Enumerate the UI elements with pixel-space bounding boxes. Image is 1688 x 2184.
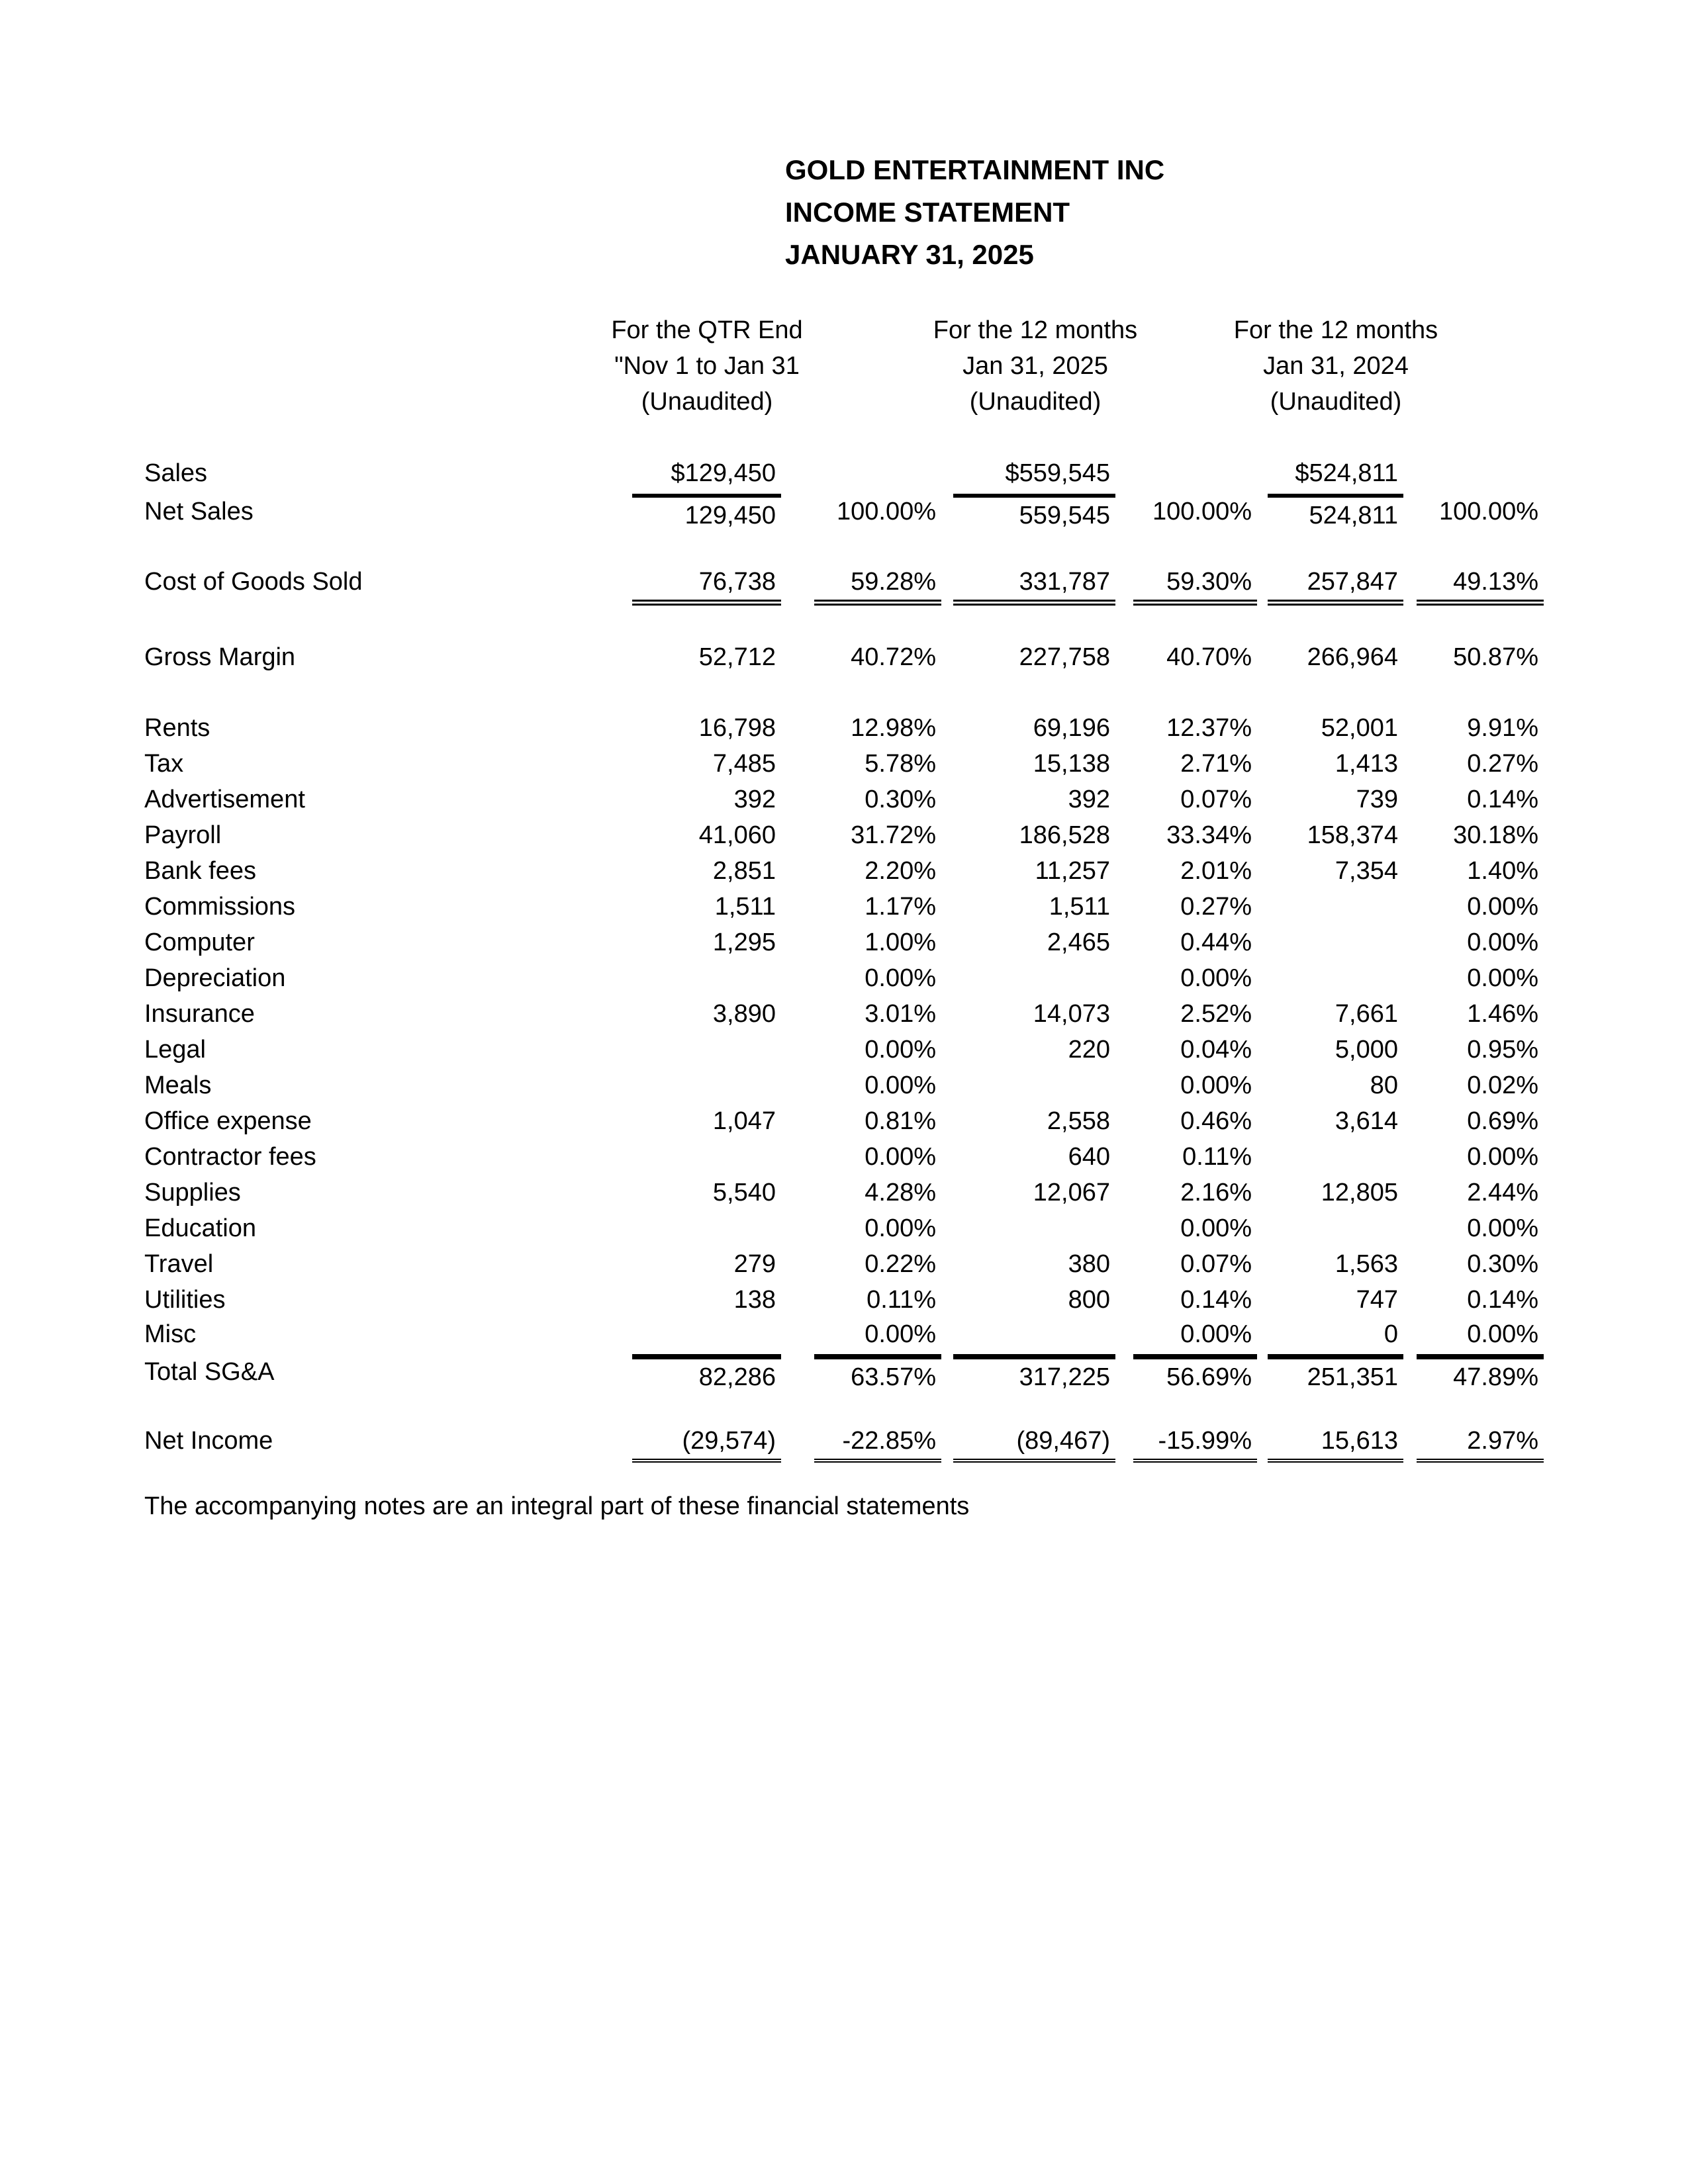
row-label: Utilities bbox=[144, 1286, 226, 1314]
cell-2025-percent: 0.44% bbox=[1180, 929, 1252, 956]
cell-qtr-percent: -22.85% bbox=[814, 1423, 941, 1463]
column-header-qtr bbox=[588, 312, 826, 420]
cell-2024-amount: 7,354 bbox=[1335, 857, 1398, 885]
cell-2025-amount: $559,545 bbox=[1005, 459, 1110, 487]
row-label: Payroll bbox=[144, 821, 222, 849]
cell-2025-percent: 12.37% bbox=[1166, 714, 1252, 742]
cell-2024-percent: 49.13% bbox=[1417, 564, 1544, 606]
cell-2025-percent: 0.07% bbox=[1180, 1250, 1252, 1278]
cell-qtr-percent: 0.00% bbox=[865, 1320, 936, 1348]
statement-title: INCOME STATEMENT bbox=[785, 197, 1070, 228]
cell-2025-amount: (89,467) bbox=[953, 1423, 1115, 1463]
cell-2025-amount: 186,528 bbox=[1019, 821, 1110, 849]
cell-2025-percent: 0.00% bbox=[1180, 1320, 1252, 1348]
cell-2025-percent: 33.34% bbox=[1166, 821, 1252, 849]
row-sales bbox=[0, 455, 1688, 491]
cell-qtr-amount: 138 bbox=[733, 1286, 776, 1314]
cell-2024-percent: 2.44% bbox=[1467, 1179, 1538, 1206]
cell-2024-percent: 0.14% bbox=[1467, 1286, 1538, 1314]
cell-2025-amount: 220 bbox=[1068, 1036, 1110, 1064]
row-bank-fees bbox=[0, 853, 1688, 889]
cell-qtr-percent: 40.72% bbox=[851, 643, 936, 671]
cell-qtr-percent: 0.00% bbox=[865, 1036, 936, 1064]
cell-2024-amount: 158,374 bbox=[1307, 821, 1398, 849]
cell-qtr-amount: 2,851 bbox=[712, 857, 776, 885]
row-depreciation bbox=[0, 960, 1688, 996]
row-meals bbox=[0, 1068, 1688, 1103]
row-label: Sales bbox=[144, 459, 208, 487]
cell-2024-percent: 0.00% bbox=[1467, 1214, 1538, 1242]
row-advertisement bbox=[0, 782, 1688, 817]
cell-2024-percent: 0.30% bbox=[1467, 1250, 1538, 1278]
column-header-qtr-line3: (Unaudited) bbox=[641, 388, 773, 416]
cell-2024-percent: 1.46% bbox=[1467, 1000, 1538, 1028]
cell-2025-percent: 0.07% bbox=[1180, 786, 1252, 813]
cell-qtr-percent: 0.81% bbox=[865, 1107, 936, 1135]
cell-2025-amount: 2,558 bbox=[1047, 1107, 1110, 1135]
row-net-income bbox=[0, 1423, 1688, 1459]
cell-2024-amount: 739 bbox=[1356, 786, 1398, 813]
cell-2025-amount: 15,138 bbox=[1033, 750, 1110, 778]
cell-2024-amount: 7,661 bbox=[1335, 1000, 1398, 1028]
statement-date: JANUARY 31, 2025 bbox=[785, 239, 1034, 270]
cell-qtr-amount: 76,738 bbox=[632, 564, 781, 606]
row-legal bbox=[0, 1032, 1688, 1068]
row-tax bbox=[0, 746, 1688, 782]
column-header-2024-line1: For the 12 months bbox=[1233, 316, 1438, 344]
cell-qtr-percent: 100.00% bbox=[836, 498, 936, 525]
cell-2025-amount: 1,511 bbox=[1049, 893, 1110, 921]
cell-qtr-amount: 129,450 bbox=[632, 494, 781, 533]
cell-qtr-percent: 0.00% bbox=[865, 1071, 936, 1099]
row-label: Contractor fees bbox=[144, 1143, 316, 1171]
row-label: Advertisement bbox=[144, 786, 305, 813]
cell-2024-percent: 0.27% bbox=[1467, 750, 1538, 778]
cell-qtr-percent: 3.01% bbox=[865, 1000, 936, 1028]
row-cost-of-goods-sold bbox=[0, 564, 1688, 600]
cell-2025-percent: 0.11% bbox=[1182, 1143, 1252, 1171]
column-header-2024-line2: Jan 31, 2024 bbox=[1263, 352, 1409, 380]
cell-2024-percent: 50.87% bbox=[1453, 643, 1538, 671]
cell-qtr-percent: 0.00% bbox=[865, 1214, 936, 1242]
row-travel bbox=[0, 1246, 1688, 1282]
cell-2025-percent: 0.00% bbox=[1180, 1071, 1252, 1099]
cell-2024-amount: 12,805 bbox=[1321, 1179, 1398, 1206]
cell-2024-percent: 0.02% bbox=[1467, 1071, 1538, 1099]
row-supplies bbox=[0, 1175, 1688, 1210]
column-header-2025 bbox=[916, 312, 1154, 420]
cell-qtr-amount: (29,574) bbox=[632, 1423, 781, 1463]
cell-2025-percent: 2.16% bbox=[1180, 1179, 1252, 1206]
cell-qtr-percent: 0.22% bbox=[865, 1250, 936, 1278]
cell-2025-percent: 56.69% bbox=[1133, 1354, 1257, 1395]
cell-2025-amount: 227,758 bbox=[1019, 643, 1110, 671]
cell-2024-percent: 0.00% bbox=[1467, 1143, 1538, 1171]
row-label: Education bbox=[144, 1214, 257, 1242]
company-name: GOLD ENTERTAINMENT INC bbox=[785, 154, 1165, 185]
cell-qtr-amount: 16,798 bbox=[698, 714, 776, 742]
cell-2025-percent: 0.04% bbox=[1180, 1036, 1252, 1064]
cell-2024-amount: 15,613 bbox=[1268, 1423, 1403, 1463]
column-header-2025-line2: Jan 31, 2025 bbox=[962, 352, 1108, 380]
column-header-2024 bbox=[1217, 312, 1455, 420]
cell-qtr-amount: 392 bbox=[733, 786, 776, 813]
cell-2024-percent: 2.97% bbox=[1417, 1423, 1544, 1463]
column-header-2024-line3: (Unaudited) bbox=[1270, 388, 1402, 416]
row-commissions bbox=[0, 889, 1688, 925]
cell-2025-amount: 69,196 bbox=[1033, 714, 1110, 742]
cell-2024-amount: 52,001 bbox=[1321, 714, 1398, 742]
cell-2025-percent: 2.71% bbox=[1180, 750, 1252, 778]
row-label: Misc bbox=[144, 1320, 197, 1348]
cell-2025-amount: 11,257 bbox=[1035, 857, 1110, 885]
cell-2025-percent: 100.00% bbox=[1152, 498, 1252, 525]
cell-qtr-percent: 1.17% bbox=[865, 893, 936, 921]
footnote: The accompanying notes are an integral part of these financial statements bbox=[144, 1492, 970, 1520]
cell-2025-percent: 0.46% bbox=[1180, 1107, 1252, 1135]
cell-qtr-percent: 1.00% bbox=[865, 929, 936, 956]
row-net-sales bbox=[0, 494, 1688, 529]
cell-2024-percent: 0.95% bbox=[1467, 1036, 1538, 1064]
column-header-qtr-line1: For the QTR End bbox=[611, 316, 803, 344]
row-total-sga bbox=[0, 1354, 1688, 1390]
cell-qtr-percent: 0.11% bbox=[867, 1286, 936, 1314]
row-label: Bank fees bbox=[144, 857, 256, 885]
row-label: Tax bbox=[144, 750, 184, 778]
cell-qtr-amount: 41,060 bbox=[698, 821, 776, 849]
cell-2024-amount: 747 bbox=[1356, 1286, 1398, 1314]
cell-qtr-percent: 0.00% bbox=[865, 964, 936, 992]
cell-qtr-amount: 5,540 bbox=[712, 1179, 776, 1206]
row-label: Net Sales bbox=[144, 498, 254, 525]
cell-qtr-percent: 4.28% bbox=[865, 1179, 936, 1206]
cell-2025-percent: 40.70% bbox=[1166, 643, 1252, 671]
cell-qtr-amount: 1,047 bbox=[712, 1107, 776, 1135]
cell-2024-amount: 266,964 bbox=[1307, 643, 1398, 671]
cell-2025-percent: 2.01% bbox=[1180, 857, 1252, 885]
cell-2025-amount: 2,465 bbox=[1047, 929, 1110, 956]
cell-2024-percent: 0.14% bbox=[1467, 786, 1538, 813]
cell-2025-amount: 14,073 bbox=[1033, 1000, 1110, 1028]
cell-2025-percent: 0.14% bbox=[1180, 1286, 1252, 1314]
cell-qtr-percent: 12.98% bbox=[851, 714, 936, 742]
cell-2025-percent: 59.30% bbox=[1133, 564, 1257, 606]
cell-2024-amount: 1,413 bbox=[1335, 750, 1398, 778]
row-label: Commissions bbox=[144, 893, 296, 921]
cell-2024-amount: 3,614 bbox=[1335, 1107, 1398, 1135]
cell-2025-amount: 317,225 bbox=[953, 1354, 1115, 1395]
row-label: Gross Margin bbox=[144, 643, 296, 671]
cell-qtr-percent: 59.28% bbox=[814, 564, 941, 606]
cell-2025-percent: 0.27% bbox=[1180, 893, 1252, 921]
cell-qtr-amount: 52,712 bbox=[698, 643, 776, 671]
row-computer bbox=[0, 925, 1688, 960]
row-label: Net Income bbox=[144, 1427, 273, 1455]
cell-2024-amount: 257,847 bbox=[1268, 564, 1403, 606]
column-header-qtr-line2: "Nov 1 to Jan 31 bbox=[614, 352, 800, 380]
cell-2024-percent: 0.00% bbox=[1467, 929, 1538, 956]
cell-2024-percent: 30.18% bbox=[1453, 821, 1538, 849]
row-label: Total SG&A bbox=[144, 1358, 275, 1386]
cell-2024-percent: 0.69% bbox=[1467, 1107, 1538, 1135]
cell-2024-amount: $524,811 bbox=[1295, 459, 1398, 487]
cell-qtr-percent: 2.20% bbox=[865, 857, 936, 885]
cell-2025-amount: 12,067 bbox=[1033, 1179, 1110, 1206]
cell-2024-percent: 0.00% bbox=[1467, 893, 1538, 921]
cell-2025-amount: 331,787 bbox=[953, 564, 1115, 606]
row-contractor-fees bbox=[0, 1139, 1688, 1175]
cell-2024-percent: 0.00% bbox=[1467, 964, 1538, 992]
row-label: Supplies bbox=[144, 1179, 241, 1206]
cell-2024-percent: 47.89% bbox=[1417, 1354, 1544, 1395]
cell-2024-percent: 0.00% bbox=[1467, 1320, 1538, 1348]
cell-2024-amount: 1,563 bbox=[1335, 1250, 1398, 1278]
row-label: Rents bbox=[144, 714, 211, 742]
cell-2025-percent: -15.99% bbox=[1133, 1423, 1257, 1463]
row-label: Meals bbox=[144, 1071, 212, 1099]
cell-2025-percent: 0.00% bbox=[1180, 1214, 1252, 1242]
cell-2025-amount: 640 bbox=[1068, 1143, 1110, 1171]
cell-qtr-amount: 1,295 bbox=[712, 929, 776, 956]
row-payroll bbox=[0, 817, 1688, 853]
row-insurance bbox=[0, 996, 1688, 1032]
row-office-expense bbox=[0, 1103, 1688, 1139]
cell-2024-percent: 9.91% bbox=[1467, 714, 1538, 742]
cell-qtr-percent: 63.57% bbox=[814, 1354, 941, 1395]
cell-2025-percent: 0.00% bbox=[1180, 964, 1252, 992]
cell-qtr-amount: 7,485 bbox=[712, 750, 776, 778]
cell-2024-amount: 80 bbox=[1370, 1071, 1398, 1099]
row-utilities bbox=[0, 1282, 1688, 1318]
cell-qtr-amount: 82,286 bbox=[632, 1354, 781, 1395]
cell-2024-amount: 0 bbox=[1383, 1320, 1398, 1348]
row-rents bbox=[0, 710, 1688, 746]
cell-2024-amount: 5,000 bbox=[1335, 1036, 1398, 1064]
cell-2025-percent: 2.52% bbox=[1180, 1000, 1252, 1028]
row-education bbox=[0, 1210, 1688, 1246]
cell-qtr-percent: 0.30% bbox=[865, 786, 936, 813]
cell-2024-percent: 1.40% bbox=[1467, 857, 1538, 885]
row-label: Legal bbox=[144, 1036, 206, 1064]
row-label: Office expense bbox=[144, 1107, 312, 1135]
cell-2025-amount: 800 bbox=[1068, 1286, 1110, 1314]
cell-2025-amount: 559,545 bbox=[953, 494, 1115, 533]
row-label: Computer bbox=[144, 929, 255, 956]
cell-qtr-percent: 31.72% bbox=[851, 821, 936, 849]
cell-qtr-amount: 279 bbox=[733, 1250, 776, 1278]
cell-qtr-amount: $129,450 bbox=[671, 459, 776, 487]
cell-2025-amount: 380 bbox=[1068, 1250, 1110, 1278]
row-label: Insurance bbox=[144, 1000, 255, 1028]
cell-qtr-percent: 0.00% bbox=[865, 1143, 936, 1171]
cell-qtr-amount: 1,511 bbox=[714, 893, 776, 921]
row-label: Depreciation bbox=[144, 964, 286, 992]
cell-2024-amount: 524,811 bbox=[1268, 494, 1403, 533]
cell-qtr-percent: 5.78% bbox=[865, 750, 936, 778]
row-gross-margin bbox=[0, 639, 1688, 675]
cell-2024-amount: 251,351 bbox=[1268, 1354, 1403, 1395]
row-label: Cost of Goods Sold bbox=[144, 568, 363, 596]
row-misc bbox=[0, 1316, 1688, 1352]
cell-2024-percent: 100.00% bbox=[1438, 498, 1538, 525]
row-label: Travel bbox=[144, 1250, 214, 1278]
cell-qtr-amount: 3,890 bbox=[712, 1000, 776, 1028]
column-header-2025-line3: (Unaudited) bbox=[969, 388, 1102, 416]
column-header-2025-line1: For the 12 months bbox=[933, 316, 1138, 344]
cell-2025-amount: 392 bbox=[1068, 786, 1110, 813]
